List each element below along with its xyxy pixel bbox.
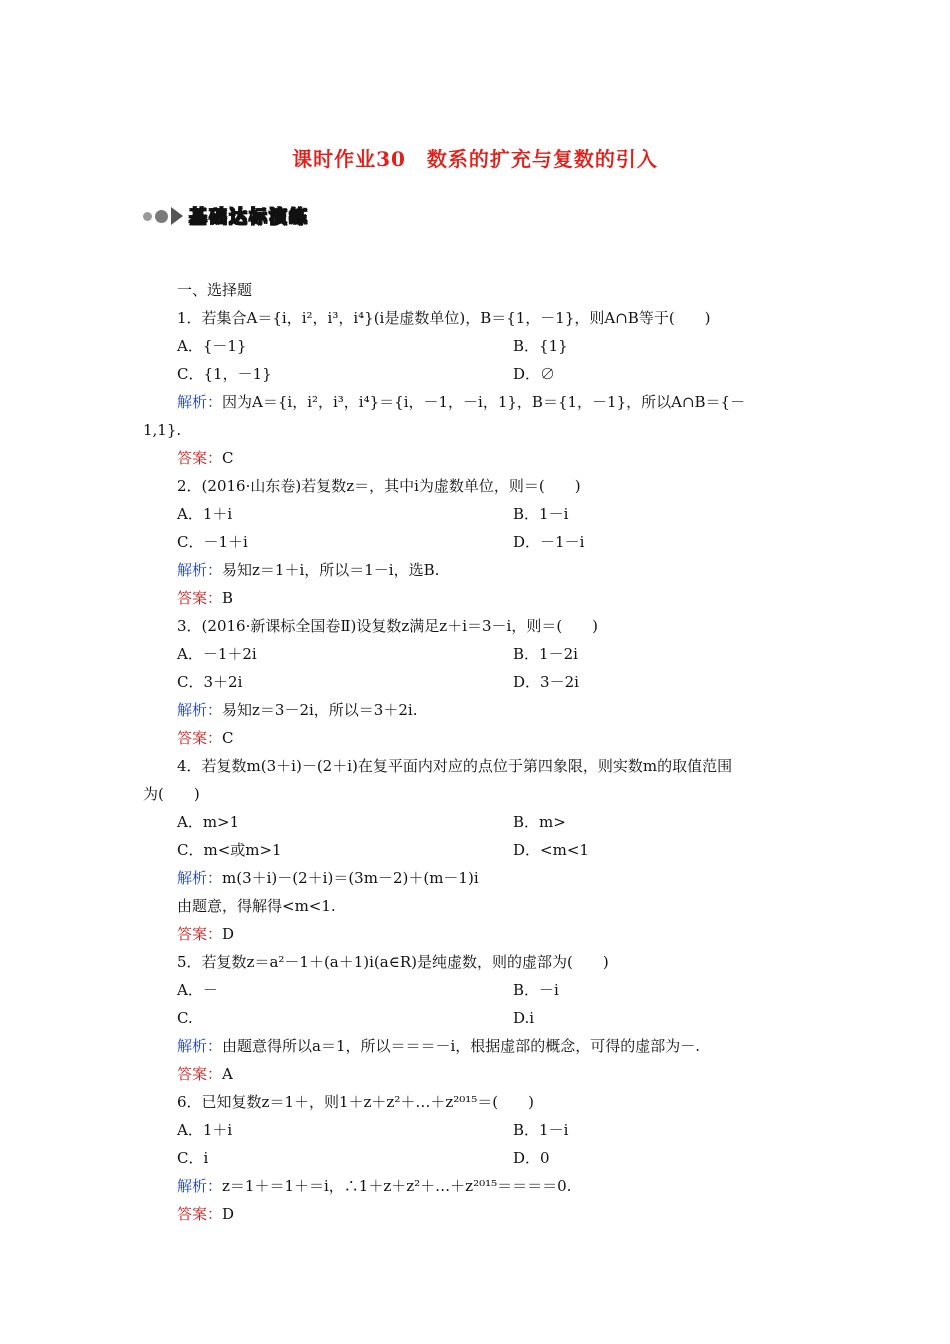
document-body [143, 276, 813, 1228]
option-c: C．i [177, 1149, 209, 1167]
analysis-text: 因为A＝{i，i²，i³，i⁴}＝{i，－1，－i，1}，B＝{1，－1}，所以A∩B＝{－ [222, 393, 746, 411]
answer-value: D [222, 925, 235, 943]
option-b: B．m> [513, 813, 566, 831]
option-c: C．{1，－1} [177, 365, 272, 383]
answer-value: C [222, 729, 234, 747]
option-row [143, 1004, 813, 1032]
option-b: B．{1} [513, 337, 568, 355]
option-b: B．1－i [513, 1121, 569, 1139]
answer-label: 答案： [177, 1205, 223, 1223]
option-d: D．0 [513, 1149, 550, 1167]
option-row [143, 528, 813, 556]
analysis-text: m(3＋i)－(2＋i)＝(3m－2)＋(m－1)i [222, 869, 479, 887]
option-a: A．m>1 [177, 813, 240, 831]
option-row [143, 1144, 813, 1172]
analysis-text: 易知z＝3－2i，所以＝3＋2i. [222, 701, 418, 719]
question-stem: 3．(2016·新课标全国卷Ⅱ)设复数z满足z＋i＝3－i，则＝( ) [177, 617, 599, 635]
option-c: C. [177, 1009, 193, 1027]
analysis-label: 解析： [177, 393, 223, 411]
answer-label: 答案： [177, 449, 223, 467]
analysis-label: 解析： [177, 1037, 223, 1055]
option-a: A．－1＋2i [177, 645, 257, 663]
option-row [143, 1116, 813, 1144]
answer [143, 1060, 813, 1088]
option-c: C．m<或m>1 [177, 841, 282, 859]
question-stem: 2．(2016·山东卷)若复数z＝，其中i为虚数单位，则＝( ) [177, 477, 581, 495]
option-row [143, 332, 813, 360]
analysis-extra: 由题意，得解得<m<1. [177, 897, 336, 915]
answer-value: C [222, 449, 234, 467]
analysis-text: 易知z＝1＋i，所以＝1－i，选B. [222, 561, 440, 579]
analysis [143, 556, 813, 584]
option-row [143, 500, 813, 528]
banner-arrow-icon [171, 207, 183, 225]
option-d: D．∅ [513, 365, 556, 383]
question-stem: 5．若复数z＝a²－1＋(a＋1)i(a∈R)是纯虚数，则的虚部为( ) [177, 953, 609, 971]
answer [143, 1200, 813, 1228]
analysis [143, 388, 813, 416]
page-title: 课时作业30 数系的扩充与复数的引入 [292, 147, 658, 171]
answer-value: D [222, 1205, 235, 1223]
analysis [143, 696, 813, 724]
answer [143, 444, 813, 472]
analysis [143, 864, 813, 892]
answer-value: A [222, 1065, 233, 1083]
option-d: D．－1－i [513, 533, 585, 551]
analysis [143, 1172, 813, 1200]
option-b: B．1－2i [513, 645, 578, 663]
question-stem: 6．已知复数z＝1＋，则1＋z＋z²＋…＋z²⁰¹⁵＝( ) [177, 1093, 535, 1111]
question-stem-continued: 为( ) [143, 785, 200, 803]
option-c: C．－1＋i [177, 533, 248, 551]
option-a: A．1＋i [177, 505, 233, 523]
option-d: D.i [513, 1009, 535, 1027]
answer-label: 答案： [177, 589, 223, 607]
answer-label: 答案： [177, 1065, 223, 1083]
section-banner-label: 基础达标演练 [189, 207, 309, 228]
option-b: B．－i [513, 981, 559, 999]
answer-value: B [222, 589, 234, 607]
analysis-label: 解析： [177, 869, 223, 887]
analysis-text: 由题意得所以a＝1，所以＝＝＝－i，根据虚部的概念，可得的虚部为－. [222, 1037, 701, 1055]
analysis-text: z＝1＋＝1＋＝i，∴1＋z＋z²＋…＋z²⁰¹⁵＝＝＝＝0. [222, 1177, 572, 1195]
option-d: D．3－2i [513, 673, 579, 691]
option-c: C．3＋2i [177, 673, 243, 691]
option-b: B．1－i [513, 505, 569, 523]
option-d: D．<m<1 [513, 841, 589, 859]
answer [143, 724, 813, 752]
option-row [143, 808, 813, 836]
option-row [143, 836, 813, 864]
option-a: A．{－1} [177, 337, 247, 355]
option-a: A．1＋i [177, 1121, 233, 1139]
option-a: A．－ [177, 981, 218, 999]
answer-label: 答案： [177, 729, 223, 747]
option-row [143, 640, 813, 668]
option-row [143, 976, 813, 1004]
banner-dot-icon [143, 212, 152, 221]
part-heading: 一、选择题 [177, 281, 253, 299]
banner-dot-icon [155, 210, 168, 223]
answer-label: 答案： [177, 925, 223, 943]
analysis-label: 解析： [177, 561, 223, 579]
analysis-label: 解析： [177, 1177, 223, 1195]
option-row [143, 360, 813, 388]
question-stem: 4．若复数m(3＋i)－(2＋i)在复平面内对应的点位于第四象限，则实数m的取值范围 [177, 757, 733, 775]
answer [143, 920, 813, 948]
section-banner [143, 204, 309, 228]
answer [143, 584, 813, 612]
analysis-label: 解析： [177, 701, 223, 719]
question-stem: 1．若集合A＝{i，i²，i³，i⁴}(i是虚数单位)，B＝{1，－1}，则A∩B等于( ) [177, 309, 711, 327]
analysis-continued: 1,1}. [143, 421, 182, 439]
analysis [143, 1032, 813, 1060]
option-row [143, 668, 813, 696]
